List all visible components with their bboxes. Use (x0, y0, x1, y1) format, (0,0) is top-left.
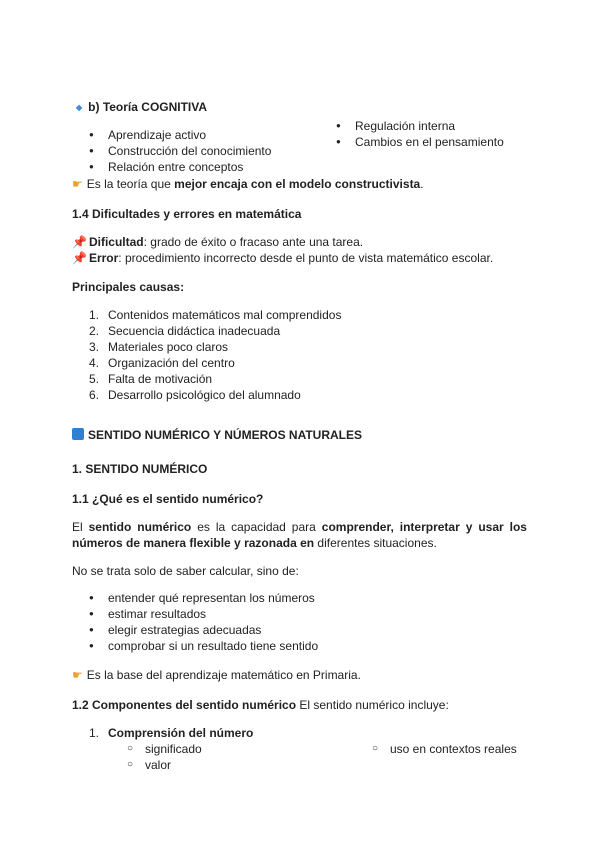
list-item: ○ significado (145, 741, 202, 757)
dificultad-text: : grado de éxito o fracaso ante una tarea. (143, 235, 364, 249)
note-bold: mejor encaja con el modelo constructivista (174, 177, 421, 191)
note-end: . (420, 177, 424, 191)
p-bold: sentido numérico (88, 520, 192, 534)
causa-text: Falta de motivación (108, 372, 213, 386)
list-item: ● estimar resultados (108, 606, 206, 622)
componentes-text: El sentido numérico incluye: (296, 698, 449, 712)
heading-teoria-cognitiva (76, 99, 207, 116)
blue-diamond-icon: ◆ (76, 103, 83, 112)
error-text: : procedimiento incorrecto desde el punto de vista matemático escolar. (118, 251, 494, 265)
heading-sentido-numerico: 1. SENTIDO NUMÉRICO (72, 462, 208, 476)
causa-text: Materiales poco claros (108, 340, 229, 354)
p-text: es la capacidad para (191, 520, 322, 534)
pointing-hand-icon: ☛ (72, 668, 83, 682)
list-item: ● elegir estrategias adecuadas (108, 622, 261, 638)
list-item: ● Aprendizaje activo (108, 127, 206, 143)
list-item: ● comprobar si un resultado tiene sentido (108, 638, 318, 654)
heading-dificultades: 1.4 Dificultades y errores en matemática (72, 207, 302, 221)
heading-principales-causas: Principales causas: (72, 280, 185, 294)
list-item (89, 725, 254, 741)
list-item: ● Cambios en el pensamiento (355, 134, 504, 150)
pushpin-icon: 📌 (72, 235, 87, 249)
error-label: Error (88, 251, 119, 265)
list-item: ● entender qué representan los números (108, 590, 315, 606)
comp-text: Comprensión del número (108, 726, 254, 740)
section-title-text: SENTIDO NUMÉRICO Y NÚMEROS NATURALES (88, 428, 363, 442)
dificultad-definition (72, 234, 363, 250)
list-item: ● Regulación interna (355, 118, 455, 134)
heading-text: b) Teoría COGNITIVA (88, 100, 208, 114)
dificultad-label: Dificultad (88, 235, 144, 249)
componentes-bold: 1.2 Componentes del sentido numérico (72, 698, 297, 712)
definition-paragraph (72, 519, 527, 551)
p-bold: comprender, interpretar y usar los números de manera flexible y razonada en (72, 520, 527, 550)
paragraph: No se trata solo de saber calcular, sino de: (72, 564, 299, 578)
error-definition (72, 250, 493, 266)
blue-book-icon (72, 428, 84, 440)
note-text: Es la base del aprendizaje matemático en Primaria. (86, 668, 361, 682)
causa-text: Contenidos matemáticos mal comprendidos (108, 308, 342, 322)
list-item: 6. Desarrollo psicológico del alumnado (89, 388, 301, 402)
heading-que-es: 1.1 ¿Qué es el sentido numérico? (72, 492, 264, 506)
causa-text: Desarrollo psicológico del alumnado (108, 388, 301, 402)
list-item: 1. Contenidos matemáticos mal comprendidos (89, 308, 342, 322)
list-item: ○ valor (145, 757, 171, 773)
p-text: El (72, 520, 89, 534)
pushpin-icon: 📌 (72, 251, 87, 265)
list-item: ● Relación entre conceptos (108, 159, 243, 175)
note-text: Es la teoría que (86, 177, 175, 191)
constructivist-note (72, 176, 424, 192)
list-item: 5. Falta de motivación (89, 372, 213, 386)
base-note (72, 667, 361, 683)
list-item: 4. Organización del centro (89, 356, 235, 370)
pointing-hand-icon: ☛ (72, 177, 83, 191)
comp-number: 1. (89, 726, 100, 740)
list-item: ○ uso en contextos reales (390, 741, 517, 757)
list-item: 2. Secuencia didáctica inadecuada (89, 324, 281, 338)
p-text: diferentes situaciones. (314, 536, 437, 550)
list-item: 3. Materiales poco claros (89, 340, 229, 354)
heading-componentes (72, 697, 449, 713)
causa-text: Organización del centro (108, 356, 235, 370)
causa-text: Secuencia didáctica inadecuada (108, 324, 281, 338)
section-title (72, 427, 362, 443)
list-item: ● Construcción del conocimiento (108, 143, 271, 159)
